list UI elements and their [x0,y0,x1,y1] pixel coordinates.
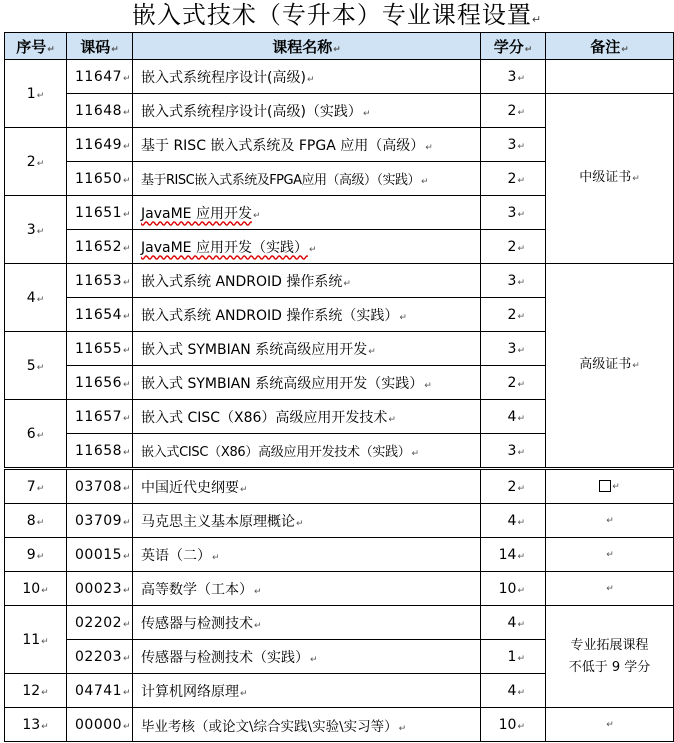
seq-cell: 11↵ [5,606,67,674]
code-cell: 11655↵ [67,332,133,366]
credit-cell: 4↵ [481,674,546,708]
note-high-cert: 高级证书↵ [546,264,674,469]
credit-cell: 1↵ [481,640,546,674]
credit-cell: 3↵ [481,332,546,366]
code-cell: 11648↵ [67,94,133,128]
name-cell: 计算机网络原理↵ [133,674,481,708]
note-cell-empty: ↵ [546,572,674,606]
note-cell-empty: ↵ [546,538,674,572]
credit-cell: 4↵ [481,504,546,538]
note-cell-box: ↵ [546,469,674,504]
header-credit: 学分↵ [481,33,546,60]
seq-cell: 5↵ [5,332,67,400]
header-name: 课程名称↵ [133,33,481,60]
code-cell: 00023↵ [67,572,133,606]
code-cell: 00015↵ [67,538,133,572]
table-row [5,538,674,572]
name-cell: 嵌入式 SYMBIAN 系统高级应用开发（实践）↵ [133,366,481,400]
table-row [5,708,674,742]
note-cell-empty: ↵ [546,504,674,538]
name-cell: 嵌入式系统 ANDROID 操作系统（实践）↵ [133,298,481,332]
header-seq: 序号↵ [5,33,67,60]
credit-cell: 2↵ [481,230,546,264]
name-cell: 中国近代史纲要↵ [133,469,481,504]
code-cell: 03708↵ [67,469,133,504]
table-row [5,504,674,538]
credit-cell: 3↵ [481,60,546,94]
credit-cell: 10↵ [481,708,546,742]
header-note: 备注↵ [546,33,674,60]
name-cell: 传感器与检测技术↵ [133,606,481,640]
note-cell-empty [546,60,674,94]
name-cell: 毕业考核（或论文\综合实践\实验\实习等）↵ [133,708,481,742]
seq-cell: 3↵ [5,196,67,264]
code-cell: 11656↵ [67,366,133,400]
table-row [5,60,674,94]
seq-cell: 10↵ [5,572,67,606]
seq-cell: 12↵ [5,674,67,708]
seq-cell: 2↵ [5,128,67,196]
code-cell: 03709↵ [67,504,133,538]
table-row [5,572,674,606]
seq-cell: 7↵ [5,469,67,504]
credit-cell: 3↵ [481,196,546,230]
name-cell: 高等数学（工本）↵ [133,572,481,606]
name-cell: 传感器与检测技术（实践）↵ [133,640,481,674]
note-extension: 专业拓展课程 不低于 9 学分 [546,606,674,708]
name-cell: 马克思主义基本原理概论↵ [133,504,481,538]
table-row [5,606,674,640]
credit-cell: 2↵ [481,94,546,128]
header-row [5,33,674,60]
code-cell: 11657↵ [67,400,133,434]
name-cell: JavaME 应用开发↵ [133,196,481,230]
table-row [5,264,674,298]
credit-cell: 2↵ [481,469,546,504]
code-cell: 02203↵ [67,640,133,674]
name-cell: 嵌入式CISC（X86）高级应用开发技术（实践）↵ [133,434,481,469]
code-cell: 11647↵ [67,60,133,94]
page-title: 嵌入式技术（专升本）专业课程设置↵ [131,1,543,29]
name-cell: 嵌入式系统程序设计(高级)（实践）↵ [133,94,481,128]
name-cell: 基于 RISC 嵌入式系统及 FPGA 应用（高级）↵ [133,128,481,162]
code-cell: 04741↵ [67,674,133,708]
credit-cell: 2↵ [481,366,546,400]
code-cell: 00000↵ [67,708,133,742]
credit-cell: 14↵ [481,538,546,572]
name-cell: 嵌入式系统 ANDROID 操作系统↵ [133,264,481,298]
code-cell: 11651↵ [67,196,133,230]
note-cell-empty: ↵ [546,708,674,742]
name-cell: 嵌入式 SYMBIAN 系统高级应用开发↵ [133,332,481,366]
name-cell: JavaME 应用开发（实践）↵ [133,230,481,264]
note-mid-cert: 中级证书↵ [546,94,674,264]
code-cell: 11649↵ [67,128,133,162]
table-row [5,469,674,504]
credit-cell: 2↵ [481,298,546,332]
name-cell: 嵌入式 CISC（X86）高级应用开发技术↵ [133,400,481,434]
name-cell: 基于RISC嵌入式系统及FPGA应用（高级）（实践）↵ [133,162,481,196]
seq-cell: 4↵ [5,264,67,332]
code-cell: 11650↵ [67,162,133,196]
code-cell: 11652↵ [67,230,133,264]
credit-cell: 2↵ [481,162,546,196]
seq-cell: 13↵ [5,708,67,742]
seq-cell: 6↵ [5,400,67,469]
credit-cell: 4↵ [481,606,546,640]
table-row [5,94,674,128]
code-cell: 11654↵ [67,298,133,332]
checkbox-glyph-icon [599,480,611,492]
course-table [4,32,674,742]
seq-cell: 8↵ [5,504,67,538]
header-code: 课码↵ [67,33,133,60]
seq-cell: 1↵ [5,60,67,128]
credit-cell: 3↵ [481,434,546,469]
credit-cell: 3↵ [481,128,546,162]
name-cell: 嵌入式系统程序设计(高级)↵ [133,60,481,94]
credit-cell: 3↵ [481,264,546,298]
name-cell: 英语（二）↵ [133,538,481,572]
seq-cell: 9↵ [5,538,67,572]
credit-cell: 10↵ [481,572,546,606]
code-cell: 02202↵ [67,606,133,640]
credit-cell: 4↵ [481,400,546,434]
code-cell: 11658↵ [67,434,133,469]
code-cell: 11653↵ [67,264,133,298]
